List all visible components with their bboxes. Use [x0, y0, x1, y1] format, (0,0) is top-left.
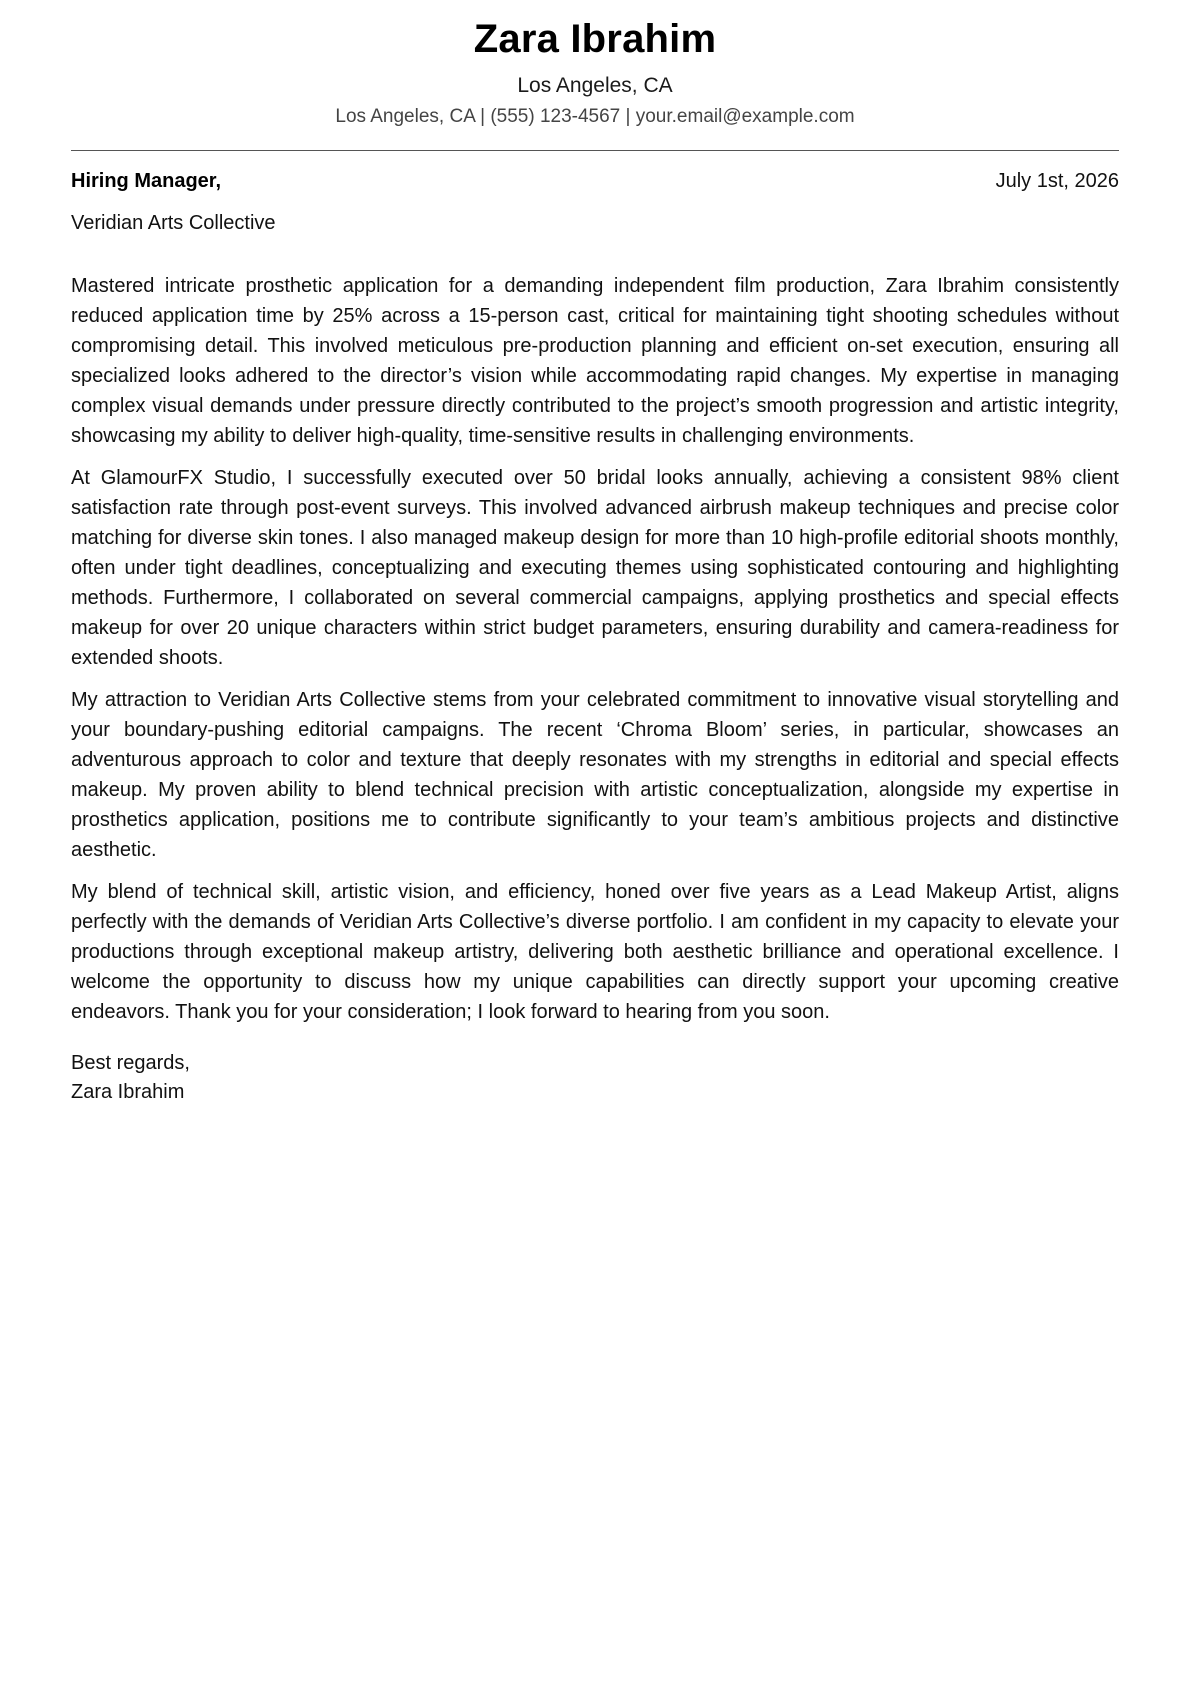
body-paragraph: My attraction to Veridian Arts Collective stems from your celebrated commitment to innovative visual storytelling and your boundary-pushing editorial campaigns. The recent ‘Chroma Bloom’ series, in particular, showcases an adventurous approach to color and texture that deeply resonates with my strengths in editorial and special effects makeup. My proven ability to blend technical precision with artistic conceptualization, alongside my expertise in prosthetics application, positions me to contribute significantly to your team’s ambitious projects and distinctive aesthetic.: [71, 689, 1119, 861]
recipient-date-row: [71, 167, 1119, 195]
letter-header: [71, 0, 1119, 130]
letter-body: [71, 271, 1119, 1027]
applicant-name: Zara Ibrahim: [473, 17, 717, 61]
body-paragraph: My blend of technical skill, artistic vision, and efficiency, honed over five years as a Lead Makeup Artist, aligns perfectly with the demands of Veridian Arts Collective’s diverse portfolio. I am confident in my capacity to elevate your productions through exceptional makeup artistry, delivering both aesthetic brilliance and operational excellence. I welcome the opportunity to discuss how my unique capabilities can directly support your upcoming creative endeavors. Thank you for your consideration; I look forward to hearing from you soon.: [71, 881, 1119, 1023]
header-divider: [71, 150, 1119, 151]
letter-date: July 1st, 2026: [995, 170, 1119, 192]
letter-closing: [71, 1049, 1119, 1107]
recipient: Hiring Manager,: [71, 170, 222, 192]
closing-salutation: Best regards,: [71, 1052, 190, 1074]
company-name: Veridian Arts Collective: [71, 212, 276, 234]
body-paragraph: At GlamourFX Studio, I successfully executed over 50 bridal looks annually, achieving a consistent 98% client satisfaction rate through post-event surveys. This involved advanced airbrush makeup techniques and precise color matching for diverse skin tones. I also managed makeup design for more than 10 high-profile editorial shoots monthly, often under tight deadlines, conceptualizing and executing themes using sophisticated contouring and highlighting methods. Furthermore, I collaborated on several commercial campaigns, applying prosthetics and special effects makeup for over 20 unique characters within strict budget parameters, ensuring durability and camera-readiness for extended shoots.: [71, 467, 1119, 669]
body-paragraph: Mastered intricate prosthetic application for a demanding independent film production, Zara Ibrahim consistently reduced application time by 25% across a 15-person cast, critical for maintaining tight shooting schedules without compromising detail. This involved meticulous pre-production planning and efficient on-set execution, ensuring all specialized looks adhered to the director’s vision while accommodating rapid changes. My expertise in managing complex visual demands under pressure directly contributed to the project’s smooth progression and artistic integrity, showcasing my ability to deliver high-quality, time-sensitive results in challenging environments.: [71, 275, 1119, 447]
contact-line: Los Angeles, CA | (555) 123-4567 | your.email@example.com: [335, 106, 855, 127]
signature-name: Zara Ibrahim: [71, 1081, 185, 1103]
applicant-location: Los Angeles, CA: [517, 74, 673, 97]
